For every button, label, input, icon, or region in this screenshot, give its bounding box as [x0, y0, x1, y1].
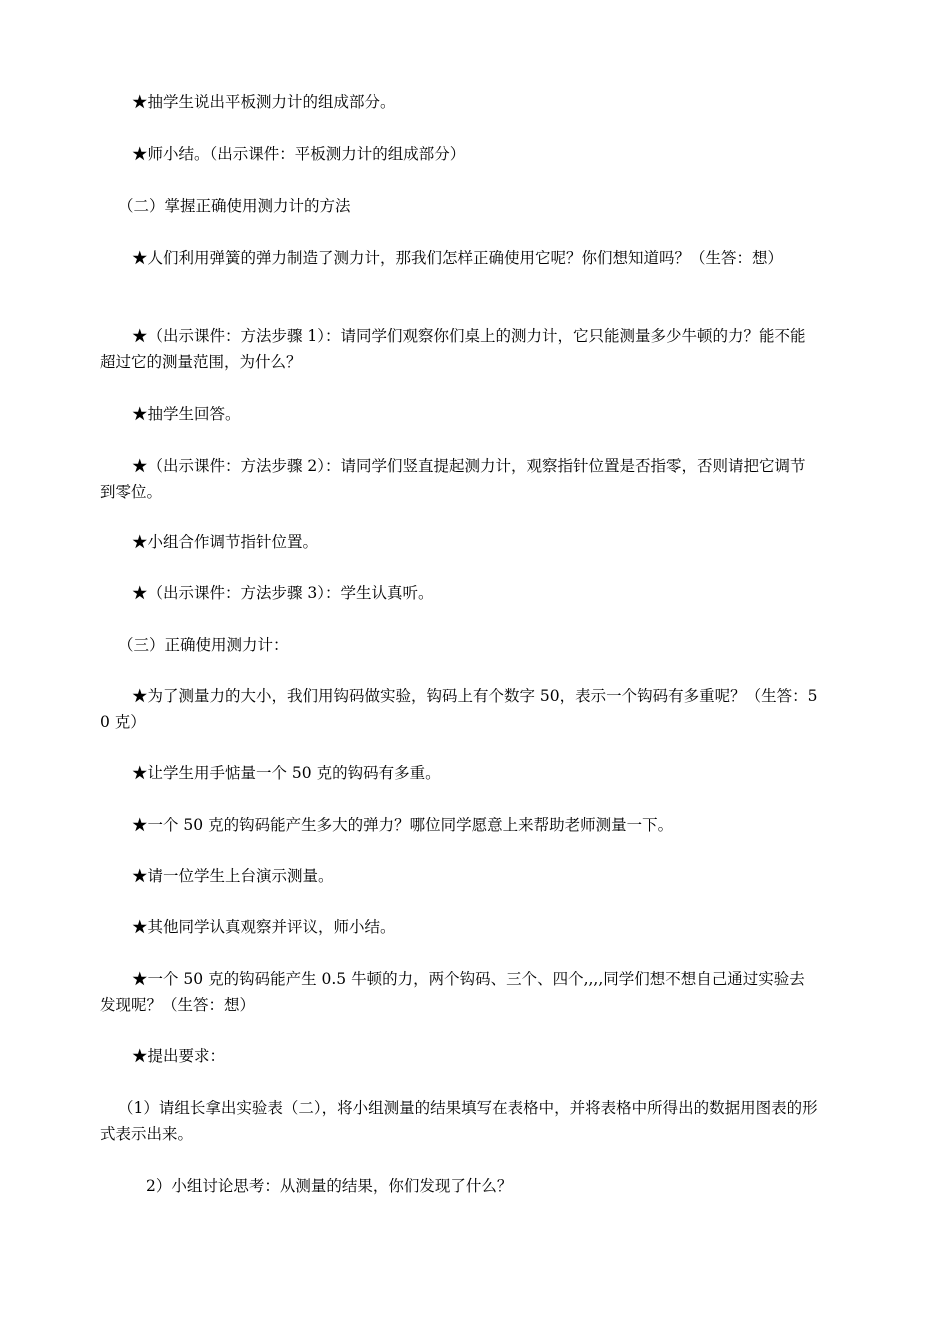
paragraph-19: 2）小组讨论思考：从测量的结果，你们发现了什么？: [146, 1177, 513, 1195]
paragraph-2: ★师小结。（出示课件：平板测力计的组成部分）: [132, 145, 466, 163]
paragraph-14: ★请一位学生上台演示测量。: [132, 867, 334, 885]
paragraph-15: ★其他同学认真观察并评议，师小结。: [132, 918, 396, 936]
paragraph-1: ★抽学生说出平板测力计的组成部分。: [132, 93, 396, 111]
paragraph-11: ★为了测量力的大小，我们用钩码做实验，钩码上有个数字 50，表示一个钩码有多重呢？（生答：50 克）: [100, 687, 818, 731]
paragraph-8: ★小组合作调节指针位置。: [132, 533, 319, 551]
section-heading-2: （二）掌握正确使用测力计的方法: [118, 197, 351, 215]
paragraph-16: ★一个 50 克的钩码能产生 0.5 牛顿的力，两个钩码、三个、四个,,,,同学们想不想自己通过实验去发现呢？（生答：想）: [100, 970, 805, 1014]
paragraph-7: ★（出示课件：方法步骤 2）：请同学们竖直提起测力计，观察指针位置是否指零，否则请把它调节到零位。: [100, 457, 806, 501]
paragraph-13: ★一个 50 克的钩码能产生多大的弹力？哪位同学愿意上来帮助老师测量一下。: [132, 816, 674, 834]
paragraph-18: （1）请组长拿出实验表（二），将小组测量的结果填写在表格中，并将表格中所得出的数据用图表的形式表示出来。: [100, 1099, 818, 1143]
paragraph-17: ★提出要求：: [132, 1047, 226, 1065]
paragraph-6: ★抽学生回答。: [132, 405, 241, 423]
paragraph-12: ★让学生用手惦量一个 50 克的钩码有多重。: [132, 764, 441, 782]
paragraph-9: ★（出示课件：方法步骤 3）：学生认真听。: [132, 584, 434, 602]
paragraph-5: ★（出示课件：方法步骤 1）：请同学们观察你们桌上的测力计，它只能测量多少牛顿的力？能不能超过它的测量范围，为什么？: [100, 327, 806, 371]
paragraph-4: ★人们利用弹簧的弹力制造了测力计，那我们怎样正确使用它呢？你们想知道吗？（生答：想）: [132, 249, 784, 267]
section-heading-3: （三）正确使用测力计：: [118, 636, 289, 654]
